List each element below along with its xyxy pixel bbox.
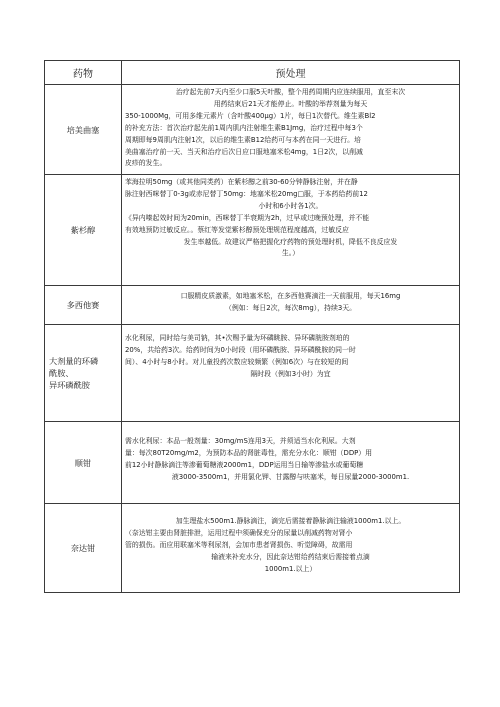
text-line: 美曲塞治疗前一天、当天和治疗后次日应口服地塞米松4mg，1日2次，以削减: [125, 147, 363, 156]
pretreatment-text: [122, 422, 459, 503]
drug-name: [45, 326, 121, 420]
table-row: [45, 422, 460, 504]
pretreatment-text: [122, 85, 459, 174]
table-row: [45, 85, 460, 175]
text-line: 治疗起先前7天内至少口服5天叶酸，整个用药周期内应连续服用，直至末次: [175, 88, 406, 96]
header-drug: 药物: [73, 69, 93, 80]
text-line: 间）、4小时与8小时。对儿童投药次数应较频繁（例如6次）与在较短的间: [125, 357, 349, 366]
text-line: 需水化利尿：本品一般剂量：30mg/mS连用3天，并须适当水化利尿。大剂: [125, 437, 356, 445]
text-line: （奈达钳主要由肾脏排泄，运用过程中须确保充分的尿量以削减药物对肾小: [125, 528, 353, 537]
pretreatment-text: [122, 286, 459, 324]
text-line: 前12小时静脉滴注等渗葡萄糖液2000m1，DDP运用当日输等渗盐水或葡萄糖: [125, 460, 364, 469]
text-line: 隔时段（例如3小时）为宜: [250, 369, 331, 378]
text-line: 的补充方法：首次治疗起先前1周内肌内注射维生素B1Jmg，治疗过程中每3个: [125, 123, 363, 132]
pretreatment-text: [122, 504, 459, 592]
pretreatment-text: [122, 175, 459, 285]
text-line: 周期即每9周肌内注射1次，以后的维生素B12给药可与本药在同一天进行。培: [125, 135, 361, 144]
text-line: 小时和6小时各1次。: [258, 201, 323, 210]
text-line: 生。）: [281, 249, 300, 258]
text-line: 《异内嗪起效时间为20min，西咪替丁半衰期为2h，过早或过晚预处理，并不能: [125, 213, 370, 222]
text-line: 水化利尿，同时给与美司钠，其•次赐予量为环磷眺胺、异环磷胱胺剂珀的: [125, 334, 350, 342]
text-line: 量：每次80T20mg/m2，为预防本品的肾脏毒性，需充分水化：顺钳（DDP）用: [125, 448, 373, 457]
table-header-row: [45, 61, 460, 85]
text-line: 有效地预防过敏反应。。蔡红等发觉紫杉醇预处理规范程度越高，过敏反应: [125, 225, 349, 234]
pretreatment-text: [122, 325, 459, 421]
drug-name: 奈达钳: [70, 543, 96, 553]
text-line: （例如：每日2次，每次8mg），持续3天。: [224, 303, 357, 312]
text-line: 用药结束后21天才能停止。叶酸的举荐剂量为每天: [213, 99, 368, 108]
table-row: [45, 286, 460, 325]
text-line: 皮疹的发生。: [125, 159, 167, 168]
header-pretreatment: 预处理: [275, 69, 306, 80]
drug-name: 顺钳: [74, 457, 92, 468]
drug-name-line: 大剂量的环磷: [49, 356, 99, 366]
text-line: 管的损伤。而应用联塞米等利尿剂，会加市患者肾损伤、听觉障碍，故需用: [125, 540, 353, 549]
text-line: 口服精皮质激素，如地塞米松，在多西他赛滴注一天前服用，每天16mg: [180, 292, 401, 300]
table-row: [45, 175, 460, 286]
text-line: 350-1000Mg，可用多维元素片（含叶酸400μg）1片，每日1次替代。维生素Bl2: [125, 111, 376, 120]
text-line: 加生理盐水500m1.静脉滴注，滴完后需接着静脉滴注输液1000m1.以上。: [175, 517, 406, 525]
text-line: 输液来补充水分，因此奈达钳给药结束后需接着点滴: [211, 552, 370, 561]
text-line: 1000m1.以上）: [264, 564, 317, 573]
drug-name: 培美曲塞: [66, 124, 100, 135]
text-line: 发生率越低。故建议严格把握化疗药物的预处理时机，降低不良反应发: [183, 237, 398, 246]
text-line: 苯海拉明50mg（或其他同类药）在紫杉醇之前30-60分钟静脉注射，并在静: [125, 178, 358, 186]
drug-name-line: 酰胺、: [49, 368, 74, 378]
drug-name: 多西他赛: [66, 300, 100, 310]
table-row: [45, 504, 460, 593]
pretreatment-table: [44, 60, 460, 593]
text-line: 20%，共给药3次。给药时间为0小时段（用环磷酰胺、异环磷酰胺的同一时: [125, 345, 356, 354]
text-line: 液3000-3500m1，并用氯化钾、甘露醇与呋塞米，每日尿量2000-3000m1.: [171, 472, 410, 481]
text-line: 脉注射西咪替丁0-3g或赤尼替丁50mg：地塞米松20mg□服，于本药给药前12: [125, 189, 368, 198]
table-row: [45, 325, 460, 422]
drug-name-line: 异环磷酰胺: [49, 380, 90, 390]
drug-name: 紫杉醇: [70, 225, 96, 235]
